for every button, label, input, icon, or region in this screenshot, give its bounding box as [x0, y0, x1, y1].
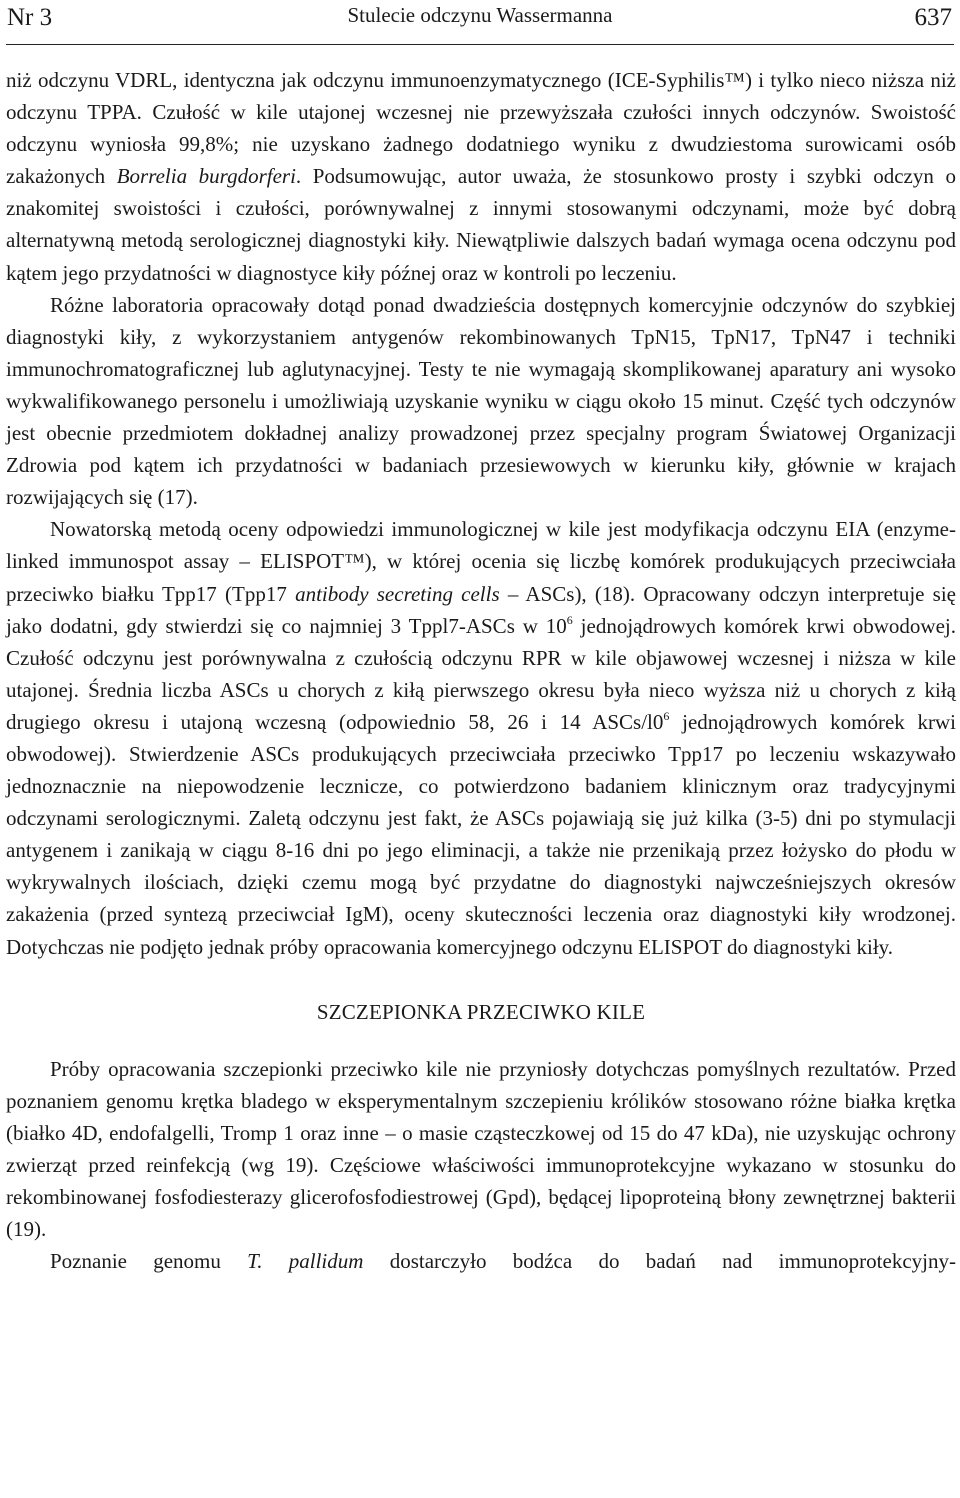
p3-superscript-1: 6 [566, 612, 573, 627]
paragraph-3 [6, 513, 956, 962]
running-header [0, 0, 960, 44]
p3-italic-term: antibody secreting cells [295, 581, 500, 606]
section-heading: SZCZEPIONKA PRZECIWKO KILE [316, 999, 646, 1024]
paragraph-1 [6, 64, 956, 289]
header-rule [6, 44, 954, 45]
p1-italic-species: Borrelia burgdorferi [116, 164, 296, 189]
p3-text-c: – ASCs), (18). Opracowany odczyn interpretuje się jako dodatni, gdy stwierdzi się co najmniej 3 Tppl7-ASCs w 10 [6, 581, 957, 638]
p5-text-a: Poznanie genomu [50, 1249, 248, 1274]
p1-text-c: . Podsumowując, autor uważa, że stosunkowo prosty i szybki odczyn o znakomitej swoistości i czułości, porównywalnej z innymi stosowanymi odczynami, może być dobrą alternatywną metodą serologicznej diagnostyki kiły. Niewątpliwie dalszych badań wymaga ocena odczynu pod kątem jego przydatności w diagnostyce kiły późnej oraz w kontroli po leczeniu. [6, 164, 956, 285]
p3-text-d: jednojądrowych komórek krwi obwodowej. Czułość odczynu jest porównywalna z czułością odczynu RPR w kile objawowej wczesnej i niższa w kile utajonej. Średnia liczba ASCs u chorych z kiłą pierwszego okresu była nieco wyższa niż u chorych z kiłą drugiego okresu i utajoną wczesną (odpowiednio 58, 26 i 14 ASCs/l0 [6, 613, 956, 734]
p3-text-e: jednojądrowych komórek krwi obwodowej). Stwierdzenie ASCs produkujących przeciwciała przeciwko Tpp17 po leczeniu wskazywało jednoznacznie na niepowodzenie leczniczе, co potwierdzono badaniem klinicznym oraz tradycyjnymi odczynami serologicznymi. Zaletą odczynu jest fakt, że ASCs pojawiają się już kilka (3-5) dni po stymulacji antygenem i zanikają w ciągu 8-16 dni po jego eliminacji, a także nie przenikają przez łożysko do płodu w wykrywalnych ilościach, dzięki czemu mogą być przydatne do diagnostyki najwcześniejszych okresów zakażenia (przed syntezą przeciwciał IgM), oceny skuteczności leczenia oraz diagnostyki kiły wrodzonej. Dotychczas nie podjęto jednak próby opracowania komercyjnego odczynu ELISPOT do diagnostyki kiły. [6, 709, 957, 959]
p5-italic-species: T. pallidum [247, 1249, 364, 1274]
article-body [6, 64, 956, 1277]
issue-number: Nr 3 [7, 4, 53, 31]
p5-text-c: dostarczyło bodźca do badań nad immunoprotekcyjny- [363, 1249, 956, 1274]
paragraph-5 [6, 1245, 956, 1277]
p3-text-a: Nowatorską metodą oceny odpowiedzi immunologicznej w kile jest modyfikacja odczynu EIA (enzyme-linked immunospot assay – ELISPOT™), w której ocenia się liczbę komórek produkujących przeciwciała przeciwko białku Tpp17 (Tpp17 [6, 517, 956, 606]
paragraph-4: Próby opracowania szczepionki przeciwko kile nie przyniosły dotychczas pomyślnych rezultatów. Przed poznaniem genomu krętka bladego w eksperymentalnym szczepieniu królików stosowano różne białka krętka (białko 4D, endofalgelli, Tromp 1 oraz inne – o masie cząsteczkowej od 15 do 47 kDa), nie uzyskując ochrony zwierząt przed reinfekcją (wg 19). Częściowe właściwości immunoprotekcyjne wykazano w stosunku do rekombinowanej fosfodiesterazy glicerofosfodiestrowej (Gpd), będącej lipoproteiną błony zewnętrznej bakterii (19). [6, 1056, 956, 1242]
p1-text-a: niż odczynu VDRL, identyczna jak odczynu immunoenzymatycznego (ICE-Syphilis™) i tylko nieco niższa niż odczynu TPPA. Czułość w kile utajonej wczesnej nie przewyższała czułości innych odczynów. Swoistość odczynu wyniosła 99,8%; nie uzyskano żadnego dodatniego wyniku z dwudziestoma surowicami osób zakażonych [6, 68, 956, 189]
p3-superscript-2: 6 [663, 708, 670, 723]
paragraph-2: Różne laboratoria opracowały dotąd ponad dwadzieścia dostępnych komercyjnie odczynów do szybkiej diagnostyki kiły, z wykorzystaniem antygenów rekombinowanych TpN15, TpN17, TpN47 i techniki immunochromatograficznej lub aglutynacyjnej. Testy te nie wymagają skomplikowanej aparatury ani wysoko wykwalifikowanego personelu i umożliwiają uzyskanie wyniku w ciągu około 15 minut. Część tych odczynów jest obecnie przedmiotem dokładnej analizy prowadzonej przez specjalny program Światowej Organizacji Zdrowia pod kątem ich przydatności w badaniach przesiewowych w kierunku kiły, głównie w krajach rozwijających się (17). [6, 292, 956, 510]
page-number: 637 [914, 4, 952, 31]
running-title: Stulecie odczynu Wassermanna [347, 3, 613, 27]
